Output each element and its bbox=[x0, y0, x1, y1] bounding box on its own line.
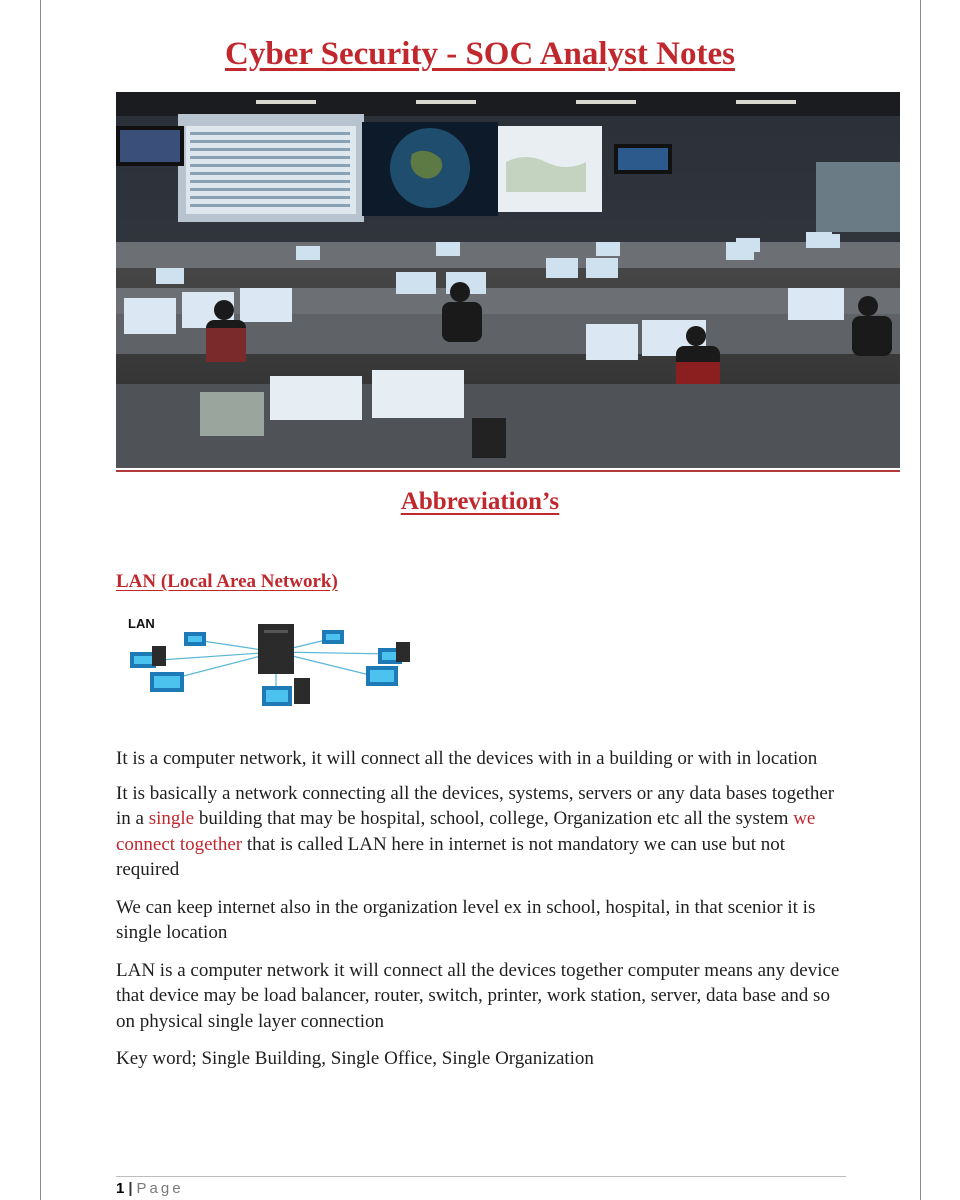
page-number: 1 bbox=[116, 1180, 125, 1197]
paragraph-3: We can keep internet also in the organization level ex in school, hospital, in that scenior it is single location bbox=[116, 896, 816, 943]
footer-divider bbox=[116, 1176, 846, 1177]
paragraph-5: Key word; Single Building, Single Office, Single Organization bbox=[116, 1048, 594, 1069]
page-label: Page bbox=[136, 1180, 184, 1197]
paragraph-2-text: that is called LAN here in internet is not mandatory we can use but not required bbox=[116, 833, 786, 880]
soc-control-room-image bbox=[116, 92, 900, 468]
paragraph-4: LAN is a computer network it will connect all the devices together computer means any device that device may be load balancer, router, switch, printer, work station, server, data base and so on physical single layer connection bbox=[116, 959, 840, 1032]
paragraph-2-text: It is basically a network connecting all the devices, systems, servers or any data bases together in a bbox=[116, 782, 835, 829]
soc-control-room-illustration bbox=[116, 92, 900, 468]
paragraph-1: It is a computer network, it will connect all the devices with in a building or with in location bbox=[116, 748, 818, 769]
page-border-left bbox=[40, 0, 41, 1200]
page-footer bbox=[116, 1180, 184, 1197]
page-title: Cyber Security - SOC Analyst Notes bbox=[225, 36, 735, 72]
lan-diagram bbox=[116, 608, 430, 732]
highlight-single: single bbox=[148, 808, 195, 829]
subsection-heading: LAN (Local Area Network) bbox=[116, 571, 338, 592]
footer-separator: | bbox=[128, 1180, 133, 1197]
section-heading: Abbreviation’s bbox=[400, 488, 560, 515]
page-border-right bbox=[920, 0, 921, 1200]
image-divider bbox=[116, 470, 900, 472]
lan-network-illustration bbox=[116, 608, 430, 732]
paragraph-2 bbox=[116, 781, 846, 883]
lan-diagram-label: LAN bbox=[128, 616, 155, 631]
paragraph-2-text: building that may be hospital, school, college, Organization etc all the system bbox=[194, 808, 794, 829]
body-text bbox=[116, 746, 846, 1081]
highlight-connect-together: we connect together bbox=[116, 808, 816, 855]
